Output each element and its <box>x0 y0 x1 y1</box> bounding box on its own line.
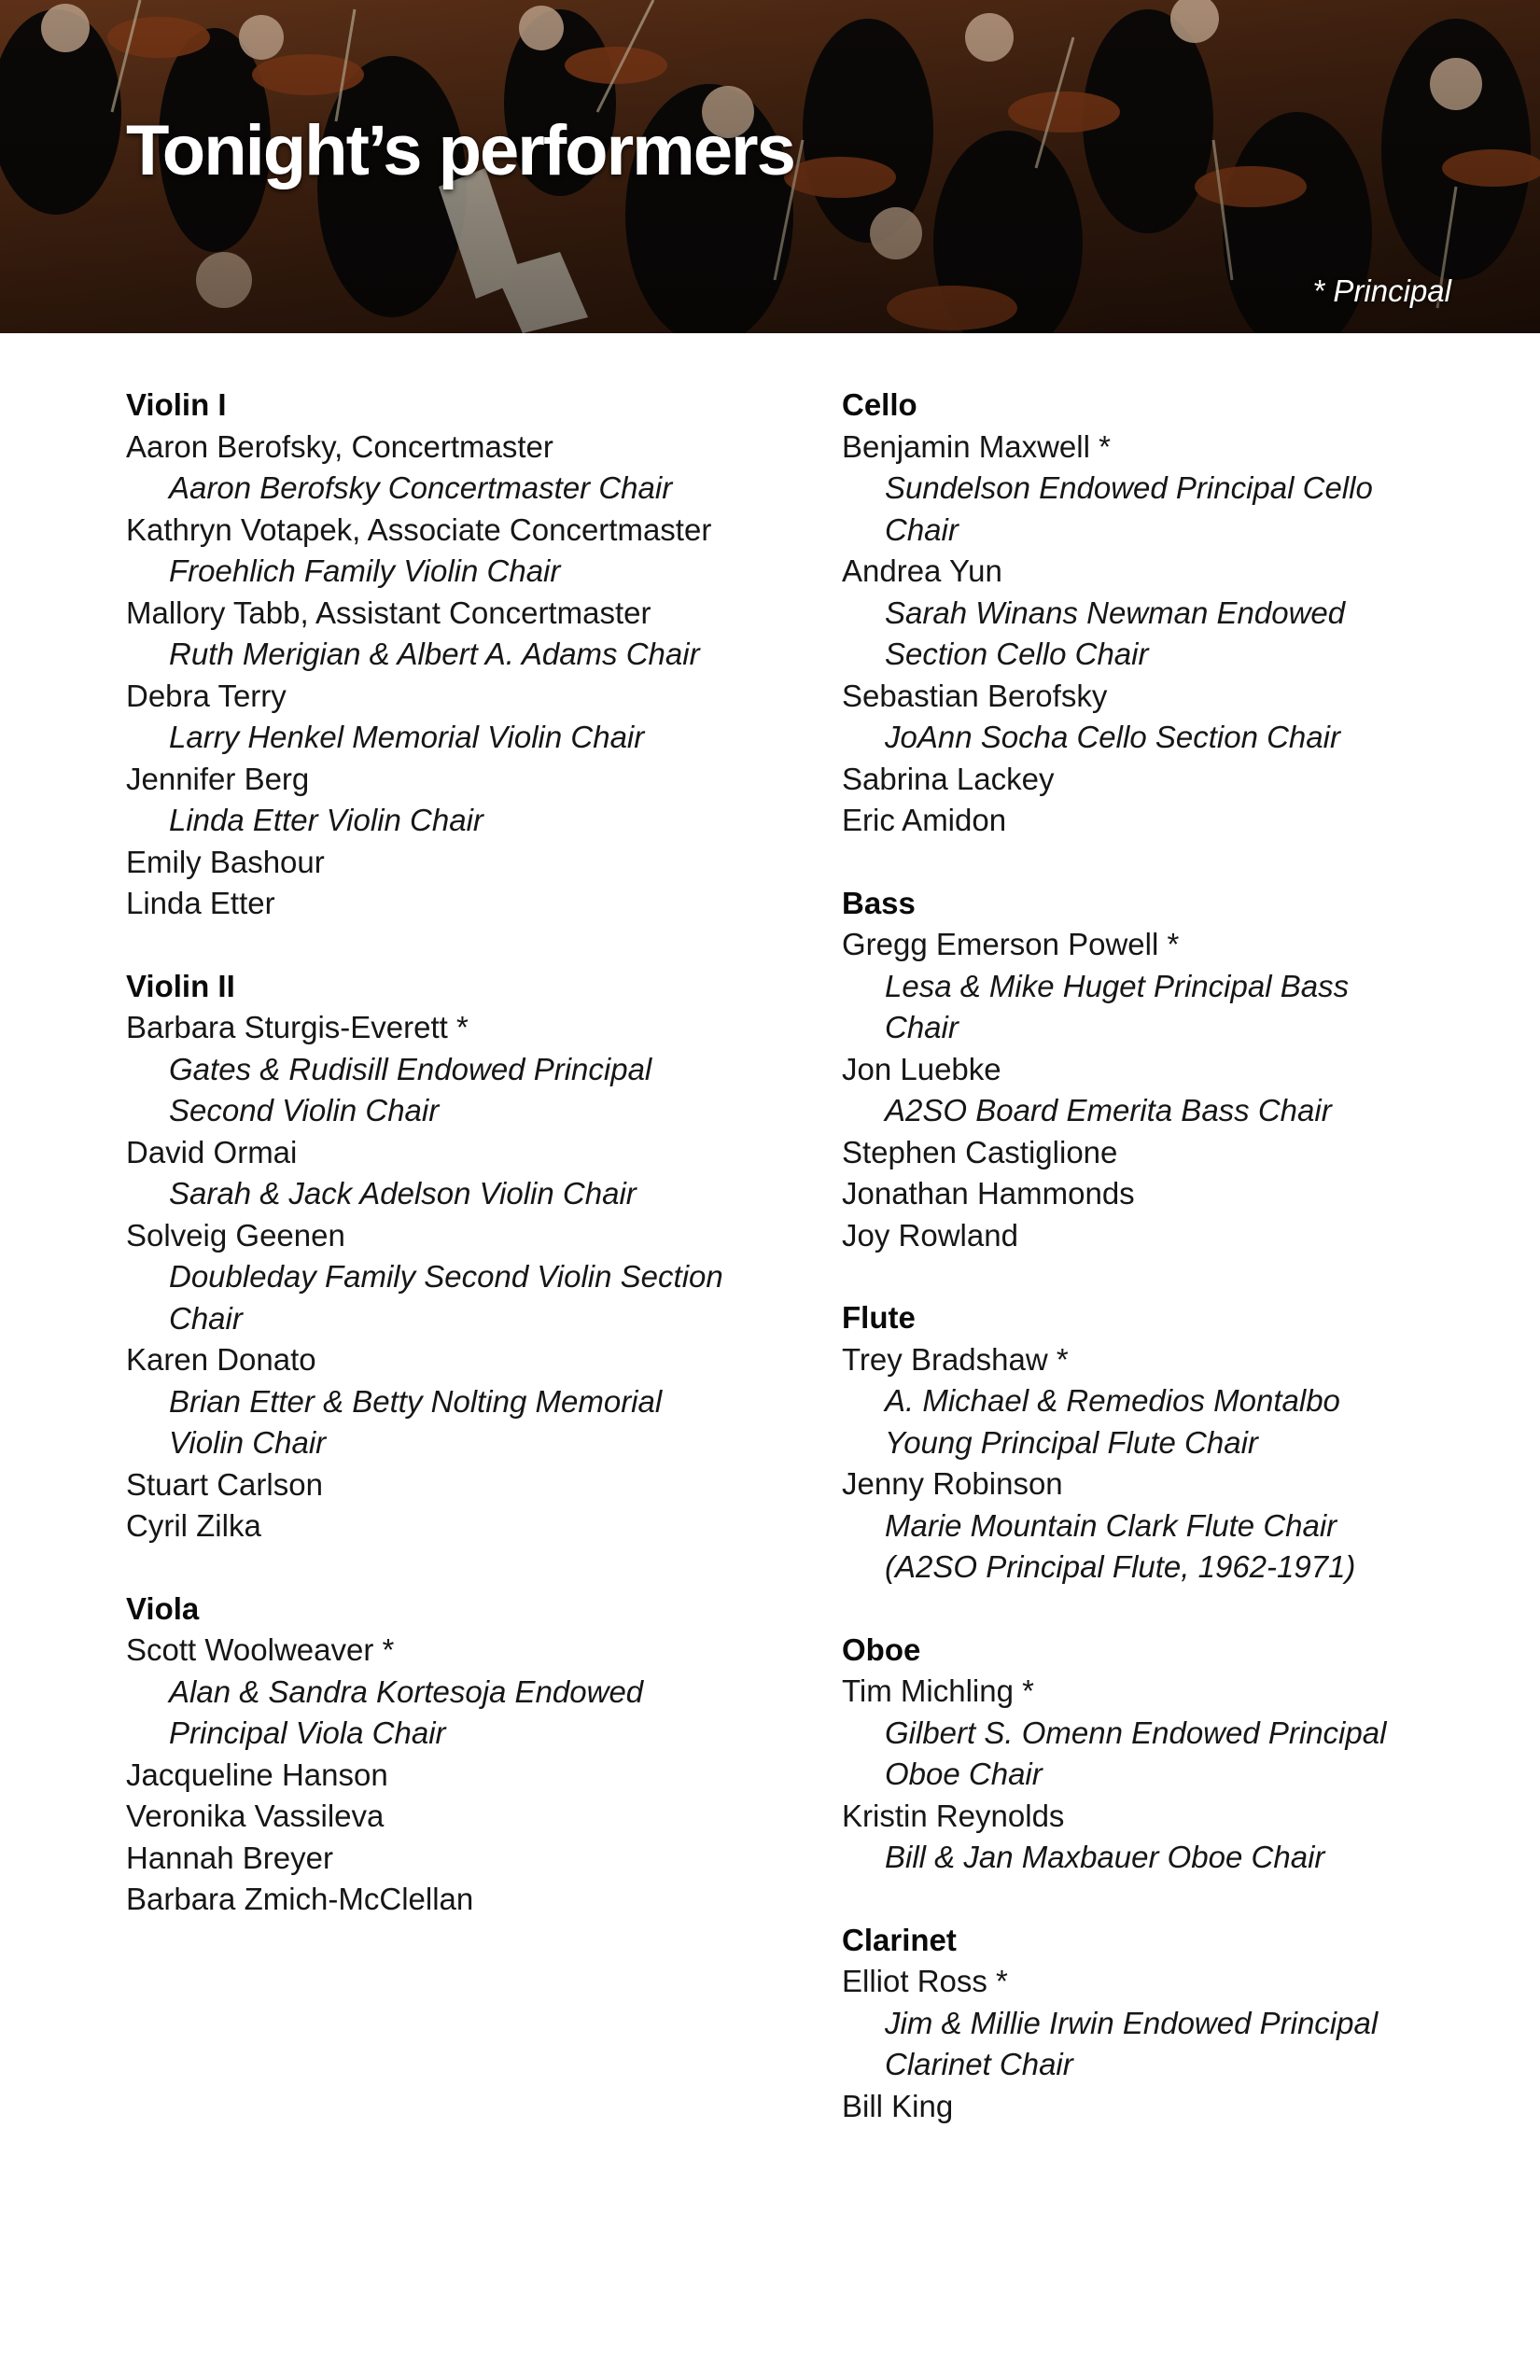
section-title: Cello <box>842 387 917 422</box>
chair-title: Young Principal Flute Chair <box>885 1424 1258 1460</box>
section-clarinet <box>842 1920 1495 2128</box>
section-title: Viola <box>126 1590 200 1626</box>
roster-column-right <box>842 385 1495 2168</box>
member-name: Scott Woolweaver * <box>126 1632 395 1667</box>
chair-title: Gates & Rudisill Endowed Principal <box>169 1051 652 1086</box>
chair-title: Principal Viola Chair <box>169 1715 446 1750</box>
chair-title: Bill & Jan Maxbauer Oboe Chair <box>885 1840 1325 1874</box>
section-flute <box>842 1297 1495 1589</box>
chair-title: Alan & Sandra Kortesoja Endowed <box>169 1673 644 1709</box>
member-name: Linda Etter <box>126 886 275 920</box>
member-name: Eric Amidon <box>842 803 1007 837</box>
member-name: Barbara Zmich-McClellan <box>126 1882 474 1916</box>
member-name: Joy Rowland <box>842 1217 1018 1253</box>
chair-title: Brian Etter & Betty Nolting Memorial <box>169 1383 663 1419</box>
chair-title: Jim & Millie Irwin Endowed Principal <box>885 2005 1379 2040</box>
section-title: Violin I <box>126 387 227 422</box>
chair-title: Larry Henkel Memorial Violin Chair <box>169 720 645 754</box>
page-title: Tonight’s performers <box>126 111 794 190</box>
chair-title: Sarah Winans Newman Endowed <box>885 595 1346 630</box>
member-name: Jonathan Hammonds <box>842 1176 1135 1211</box>
section-title: Clarinet <box>842 1922 957 1957</box>
chair-title: (A2SO Principal Flute, 1962-1971) <box>885 1549 1356 1584</box>
member-name: Solveig Geenen <box>126 1217 345 1253</box>
member-name: Hannah Breyer <box>126 1840 333 1875</box>
chair-title: JoAnn Socha Cello Section Chair <box>885 720 1340 754</box>
chair-title: Second Violin Chair <box>169 1093 440 1127</box>
member-name: Sebastian Berofsky <box>842 678 1108 713</box>
chair-title: A. Michael & Remedios Montalbo <box>885 1383 1340 1418</box>
chair-title: Doubleday Family Second Violin Section <box>169 1259 723 1294</box>
chair-title: Sarah & Jack Adelson Violin Chair <box>169 1176 637 1211</box>
member-name: David Ormai <box>126 1134 298 1169</box>
member-name: Sabrina Lackey <box>842 761 1055 796</box>
chair-title: Lesa & Mike Huget Principal Bass <box>885 968 1350 1003</box>
member-name: Karen Donato <box>126 1342 316 1377</box>
member-name: Debra Terry <box>126 678 287 713</box>
member-name: Bill King <box>842 2088 954 2123</box>
member-name: Kathryn Votapek, Associate Concertmaster <box>126 511 712 547</box>
header-banner <box>0 0 1540 333</box>
chair-title: Clarinet Chair <box>885 2047 1073 2081</box>
roster-column-left <box>126 385 779 1962</box>
chair-title: A2SO Board Emerita Bass Chair <box>885 1093 1332 1127</box>
member-name: Cyril Zilka <box>126 1508 261 1543</box>
chair-title: Froehlich Family Violin Chair <box>169 553 561 588</box>
member-name: Jenny Robinson <box>842 1466 1063 1501</box>
section-violin-ii <box>126 966 779 1547</box>
member-name: Benjamin Maxwell * <box>842 428 1111 464</box>
member-name: Emily Bashour <box>126 844 325 879</box>
section-title: Bass <box>842 885 916 920</box>
section-viola <box>126 1589 779 1921</box>
member-name: Stuart Carlson <box>126 1466 323 1502</box>
chair-title: Violin Chair <box>169 1425 327 1460</box>
chair-title: Gilbert S. Omenn Endowed Principal <box>885 1715 1387 1750</box>
chair-title: Marie Mountain Clark Flute Chair <box>885 1507 1337 1543</box>
member-name: Kristin Reynolds <box>842 1798 1065 1833</box>
member-name: Gregg Emerson Powell * <box>842 927 1180 961</box>
member-name: Trey Bradshaw * <box>842 1341 1069 1377</box>
chair-title: Chair <box>885 1010 959 1044</box>
chair-title: Chair <box>885 511 959 547</box>
section-oboe <box>842 1630 1495 1879</box>
section-title: Violin II <box>126 968 235 1003</box>
chair-title: Oboe Chair <box>885 1757 1043 1791</box>
chair-title: Linda Etter Violin Chair <box>169 803 483 837</box>
member-name: Jacqueline Hanson <box>126 1757 388 1792</box>
member-name: Jennifer Berg <box>126 761 310 796</box>
chair-title: Aaron Berofsky Concertmaster Chair <box>169 470 673 505</box>
member-name: Barbara Sturgis-Everett * <box>126 1010 469 1044</box>
member-name: Elliot Ross * <box>842 1964 1008 1998</box>
member-name: Mallory Tabb, Assistant Concertmaster <box>126 595 651 630</box>
section-violin-i <box>126 385 779 925</box>
principal-legend: * Principal <box>1312 273 1451 308</box>
chair-title: Chair <box>169 1300 243 1336</box>
section-bass <box>842 883 1495 1257</box>
member-name: Veronika Vassileva <box>126 1799 385 1833</box>
member-name: Aaron Berofsky, Concertmaster <box>126 428 553 464</box>
chair-title: Section Cello Chair <box>885 637 1149 671</box>
chair-title: Sundelson Endowed Principal Cello <box>885 470 1373 505</box>
member-name: Jon Luebke <box>842 1051 1001 1086</box>
section-cello <box>842 385 1495 842</box>
section-title: Flute <box>842 1300 916 1335</box>
member-name: Andrea Yun <box>842 553 1002 588</box>
member-name: Tim Michling * <box>842 1673 1034 1708</box>
chair-title: Ruth Merigian & Albert A. Adams Chair <box>169 637 700 671</box>
section-title: Oboe <box>842 1631 921 1667</box>
member-name: Stephen Castiglione <box>842 1134 1118 1169</box>
